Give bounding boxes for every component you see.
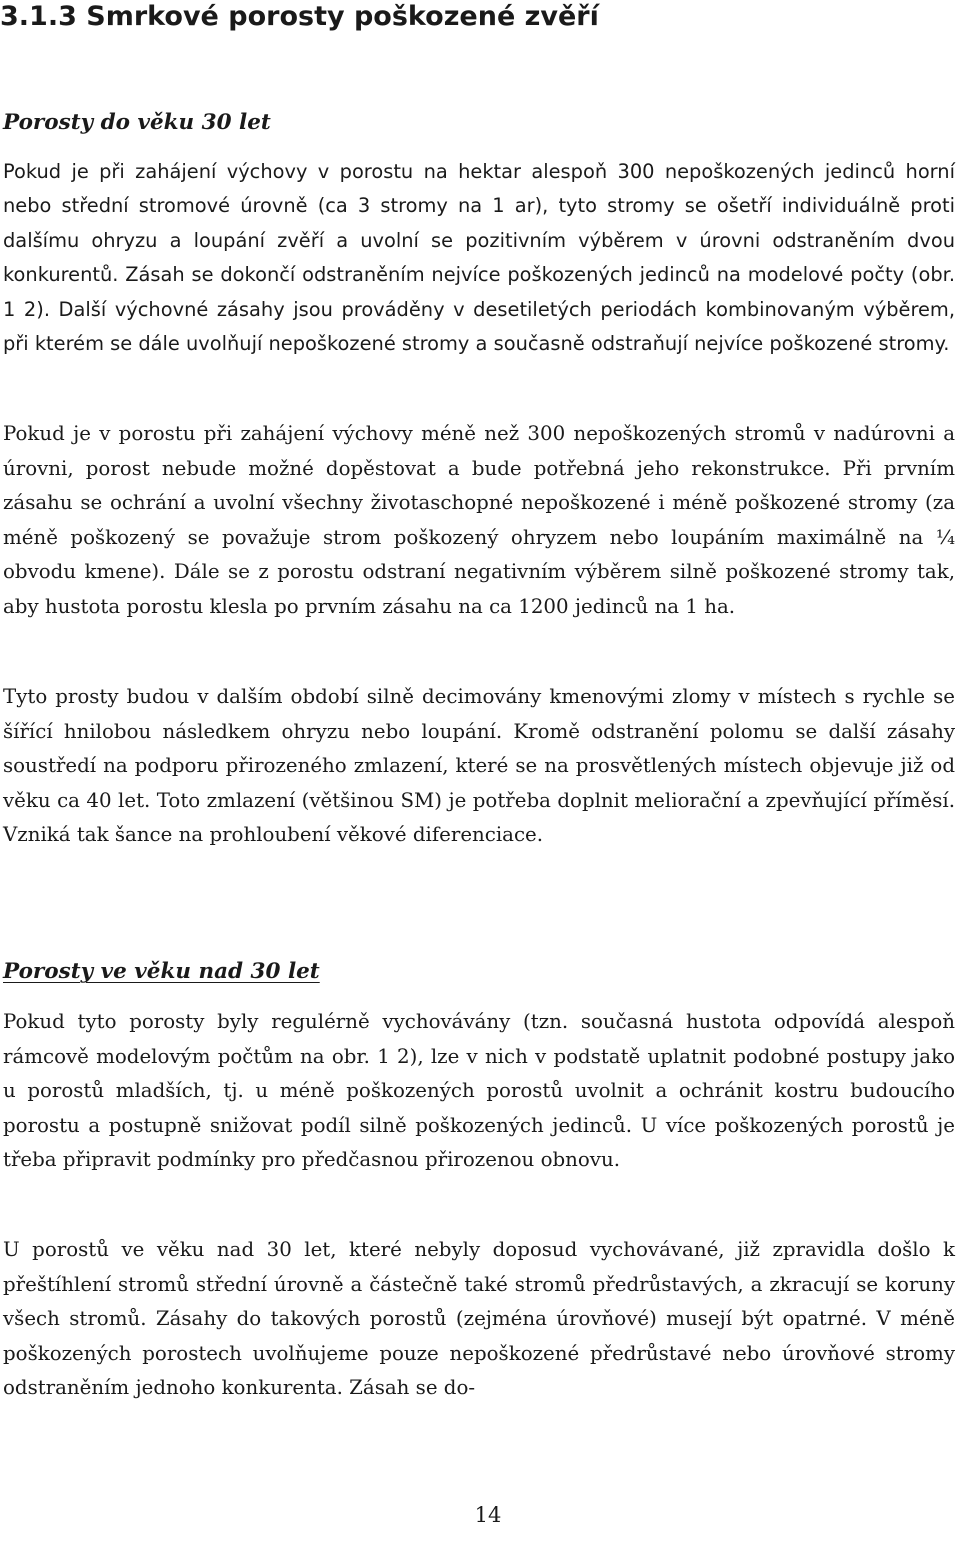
paragraph: Pokud je v porostu při zahájení výchovy méně než 300 nepoškozených stromů v nadúrovni a úrovni, porost nebude možné dopěstovat a bude potřebná jeho rekonstrukce. Při prvním zásahu se ochrání a uvolní všechny životaschopné nepoškozené i méně poškozené stromy (za méně poškozený se považuje strom poškozený ohryzem nebo loupáním maximálně na ¼ obvodu kmene). Dále se z porostu odstraní negativním výběrem silně poškozené stromy tak, aby hustota porostu klesla po prvním zásahu na ca 1200 jedinců na 1 ha. — [3, 422, 955, 618]
paragraph: U porostů ve věku nad 30 let, které nebyly doposud vychovávané, již zpravidla došlo k přeštíhlení stromů střední úrovně a částečně také stromů předrůstavých, a zkracují se koruny všech stromů. Zásahy do takových porostů (zejména úrovňové) musejí být opatrné. V méně poškozených porostech uvolňujeme pouze nepoškozené předrůstavé nebo úrovňové stromy odstraněním jednoho konkurenta. Zásah se do- — [3, 1238, 955, 1400]
subsection-heading-under-30: Porosty do věku 30 let — [3, 110, 271, 135]
page-number: 14 — [474, 1503, 502, 1527]
paragraph: Tyto prosty budou v dalším období silně decimovány kmenovými zlomy v místech s rychle se šířící hnilobou následkem ohryzu nebo loupání. Kromě odstranění polomu se další zásahy soustředí na podporu přirozeného zmlazení, které se na prosvětlených místech objevuje již od věku ca 40 let. Toto zmlazení (většinou SM) je potřeba doplnit meliorační a zpevňující příměsí. Vzniká tak šance na prohloubení věkové diferenciace. — [3, 685, 955, 847]
paragraph: Pokud je při zahájení výchovy v porostu na hektar alespoň 300 nepoškozených jedinců horní nebo střední stromové úrovně (ca 3 stromy na 1 ar), tyto stromy se ošetří individuálně proti dalšímu ohryzu a loupání zvěří a uvolní se pozitivním výběrem v úrovni odstraněním dvou konkurentů. Zásah se dokončí odstraněním nejvíce poškozených jedinců na modelové počty (obr. 1 2). Další výchovné zásahy jsou prováděny v desetiletých periodách kombinovaným výběrem, při kterém se dále uvolňují nepoškozené stromy a současně odstraňují nejvíce poškozené stromy. — [3, 160, 955, 356]
paragraph: Pokud tyto porosty byly regulérně vychovávány (tzn. současná hustota odpovídá alespoň rámcově modelovým počtům na obr. 1 2), lze v nich v podstatě uplatnit podobné postupy jako u porostů mladších, tj. u méně poškozených porostů uvolnit a ochránit kostru budoucího porostu a postupně snižovat podíl silně poškozených jedinců. U více poškozených porostů je třeba připravit podmínky pro předčasnou přirozenou obnovu. — [3, 1010, 955, 1172]
subsection-heading-over-30: Porosty ve věku nad 30 let — [3, 959, 320, 984]
section-title: 3.1.3 Smrkové porosty poškozené zvěří — [0, 1, 599, 32]
